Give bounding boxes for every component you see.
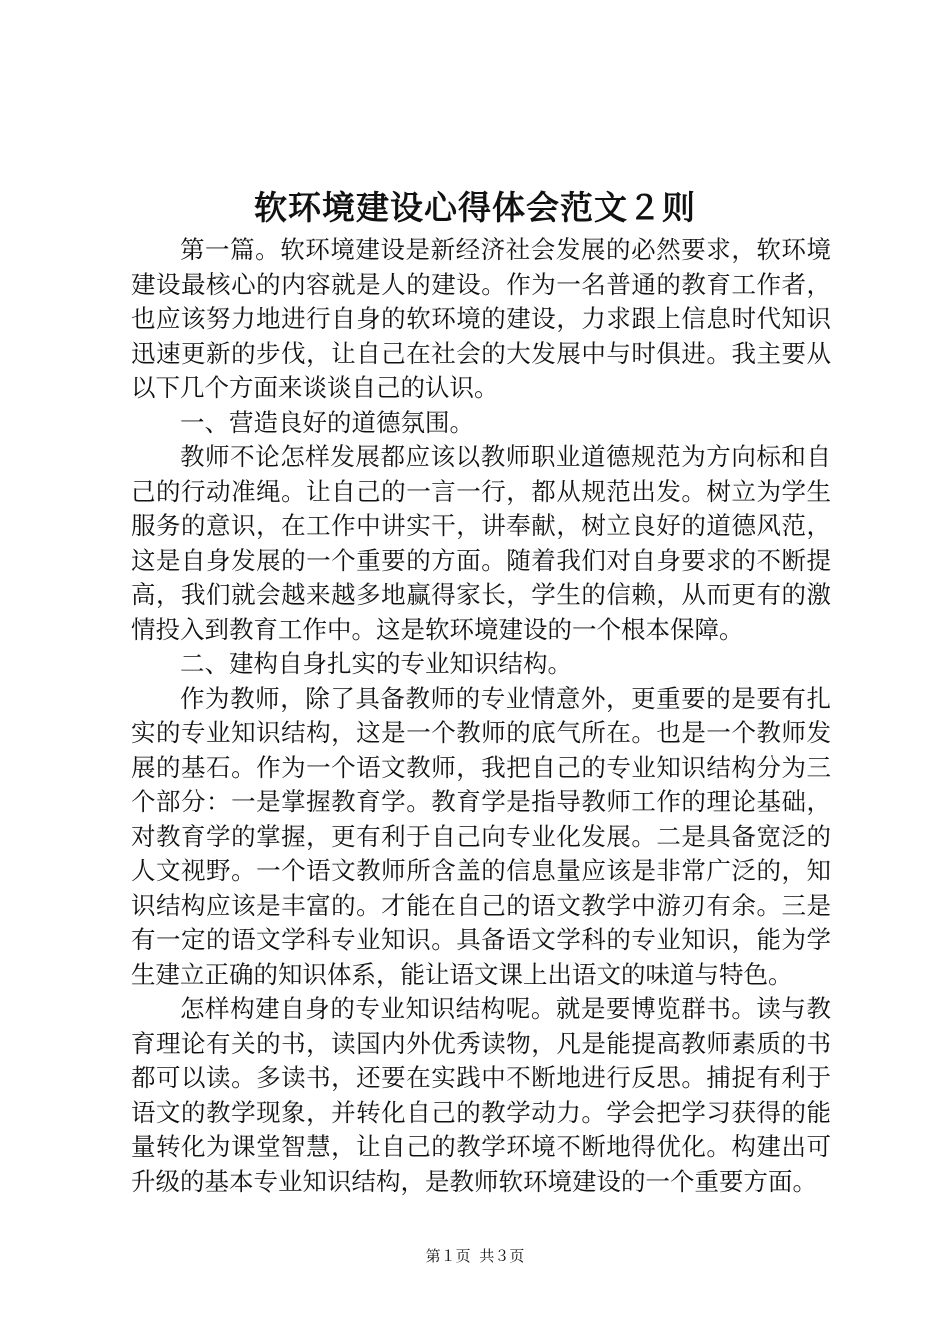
paragraph-intro: 第一篇。软环境建设是新经济社会发展的必然要求，软环境建设最核心的内容就是人的建设。作为一名普通的教育工作者，也应该努力地进行自身的软环境的建设，力求跟上信息时代知识迅速更新的步伐，让自己在社会的大发展中与时俱进。我主要从以下几个方面来谈谈自己的认识。 [131, 235, 831, 402]
document-title: 软环境建设心得体会范文２则 [254, 188, 696, 227]
page-number-footer: 第１页 共３页 [425, 1247, 525, 1265]
paragraph-reading: 怎样构建自身的专业知识结构呢。就是要博览群书。读与教育理论有关的书，读国内外优秀读物，凡是能提高教师素质的书都可以读。多读书，还要在实践中不断地进行反思。捕捉有利于语文的教学现象，并转化自己的教学动力。学会把学习获得的能量转化为课堂智慧，让自己的教学环境不断地得优化。构建出可升级的基本专业知识结构，是教师软环境建设的一个重要方面。 [131, 994, 831, 1196]
paragraph-knowledge-structure: 作为教师，除了具备教师的专业情意外，更重要的是要有扎实的专业知识结构，这是一个教师的底气所在。也是一个教师发展的基石。作为一个语文教师，我把自己的专业知识结构分为三个部分：一是掌握教育学。教育学是指导教师工作的理论基础，对教育学的掌握，更有利于自己向专业化发展。二是具备宽泛的人文视野。一个语文教师所含盖的信息量应该是非常广泛的，知识结构应该是丰富的。才能在自己的语文教学中游刃有余。三是有一定的语文学科专业知识。具备语文学科的专业知识，能为学生建立正确的知识体系，能让语文课上出语文的味道与特色。 [131, 683, 831, 989]
document-body [131, 233, 831, 1199]
section-heading-2: 二、建构自身扎实的专业知识结构。 [180, 649, 572, 678]
paragraph-morality: 教师不论怎样发展都应该以教师职业道德规范为方向标和自己的行动准绳。让自己的一言一行，都从规范出发。树立为学生服务的意识，在工作中讲实干，讲奉献，树立良好的道德风范，这是自身发展的一个重要的方面。随着我们对自身要求的不断提高，我们就会越来越多地赢得家长，学生的信赖，从而更有的激情投入到教育工作中。这是软环境建设的一个根本保障。 [131, 442, 831, 644]
section-heading-1: 一、营造良好的道德氛围。 [180, 407, 474, 437]
